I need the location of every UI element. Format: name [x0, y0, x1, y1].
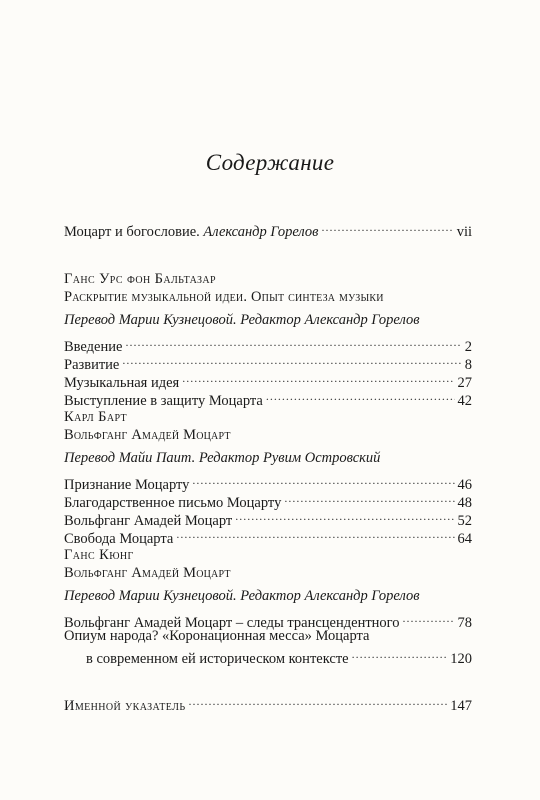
toc-entry-title: Именной указатель [64, 698, 186, 714]
toc-entry-page: 120 [450, 651, 472, 667]
toc-entry-page: 48 [457, 495, 472, 511]
toc-section-kung [64, 546, 472, 667]
toc-entry-page: 42 [457, 393, 472, 409]
dot-leader [122, 351, 461, 369]
section-translator: Перевод Марии Кузнецовой. Редактор Александр Горелов [64, 312, 420, 328]
toc-index [64, 692, 472, 714]
section-author: Карл Барт [64, 409, 128, 425]
toc-entry-title: Введение [64, 339, 123, 355]
toc-entry[interactable] [64, 471, 472, 493]
dot-leader [403, 609, 455, 627]
toc-entry-title: Вольфганг Амадей Моцарт – следы трансцендентного [64, 615, 400, 631]
toc-entry-title: Свобода Моцарта [64, 531, 174, 547]
toc-entry-title: Вольфганг Амадей Моцарт [64, 513, 233, 529]
toc-entry[interactable] [64, 351, 472, 373]
toc-entry-author: Александр Горелов [203, 224, 319, 240]
toc-entry-title: Благодарственное письмо Моцарту [64, 495, 282, 511]
dot-leader [266, 387, 455, 405]
section-translator: Перевод Майи Паит. Редактор Рувим Островский [64, 450, 381, 466]
dot-leader [176, 525, 454, 543]
toc-section-balthasar [64, 270, 472, 409]
toc-entry-page: 27 [457, 375, 472, 391]
section-work: Раскрытие музыкальной идеи. Опыт синтеза музыки [64, 289, 384, 305]
toc-entry-title: Моцарт и богословие. Александр Горелов [64, 224, 319, 240]
toc-entry-title-line: в современном ей историческом контексте ..... 120 [64, 645, 472, 663]
toc-entry-page: 46 [457, 477, 472, 493]
section-work: Вольфганг Амадей Моцарт [64, 427, 231, 443]
toc-entry-page: 52 [457, 513, 472, 529]
toc-entry-title: Признание Моцарту [64, 477, 190, 493]
section-work: Вольфганг Амадей Моцарт [64, 565, 231, 581]
toc-entry[interactable] [64, 333, 472, 355]
section-author: Ганс Урс фон Бальтазар [64, 271, 216, 287]
dot-leader [188, 692, 447, 710]
toc-section-barth [64, 408, 472, 547]
toc-entry-title: Музыкальная идея [64, 375, 180, 391]
toc-entry-page: 64 [457, 531, 472, 547]
toc-entry-page: 147 [450, 698, 472, 714]
dot-leader [235, 507, 454, 525]
toc-entry[interactable] [64, 692, 472, 714]
toc-entry-title: Развитие [64, 357, 120, 373]
toc-entry-multiline[interactable] [64, 627, 472, 667]
toc-entry-page: 78 [457, 615, 472, 631]
toc-entry-page: vii [456, 224, 472, 240]
toc-intro [64, 218, 472, 240]
dot-leader [192, 471, 454, 489]
section-translator: Перевод Марии Кузнецовой. Редактор Александр Горелов [64, 588, 420, 604]
toc-entry-page: 8 [464, 357, 472, 373]
toc-entry-title-line: Опиум народа? «Коронационная месса» Моцарта [64, 628, 370, 644]
dot-leader [352, 645, 448, 663]
section-author: Ганс Кюнг [64, 547, 134, 563]
dot-leader [182, 369, 454, 387]
toc-entry[interactable] [64, 218, 472, 240]
toc-entry-title: Выступление в защиту Моцарта [64, 393, 263, 409]
dot-leader [284, 489, 454, 507]
dot-leader [125, 333, 461, 351]
toc-entry[interactable] [64, 609, 472, 631]
toc-entry-page: 2 [464, 339, 472, 355]
toc-entry[interactable] [64, 369, 472, 391]
page-title: Содержание [205, 150, 335, 175]
dot-leader [321, 218, 453, 236]
